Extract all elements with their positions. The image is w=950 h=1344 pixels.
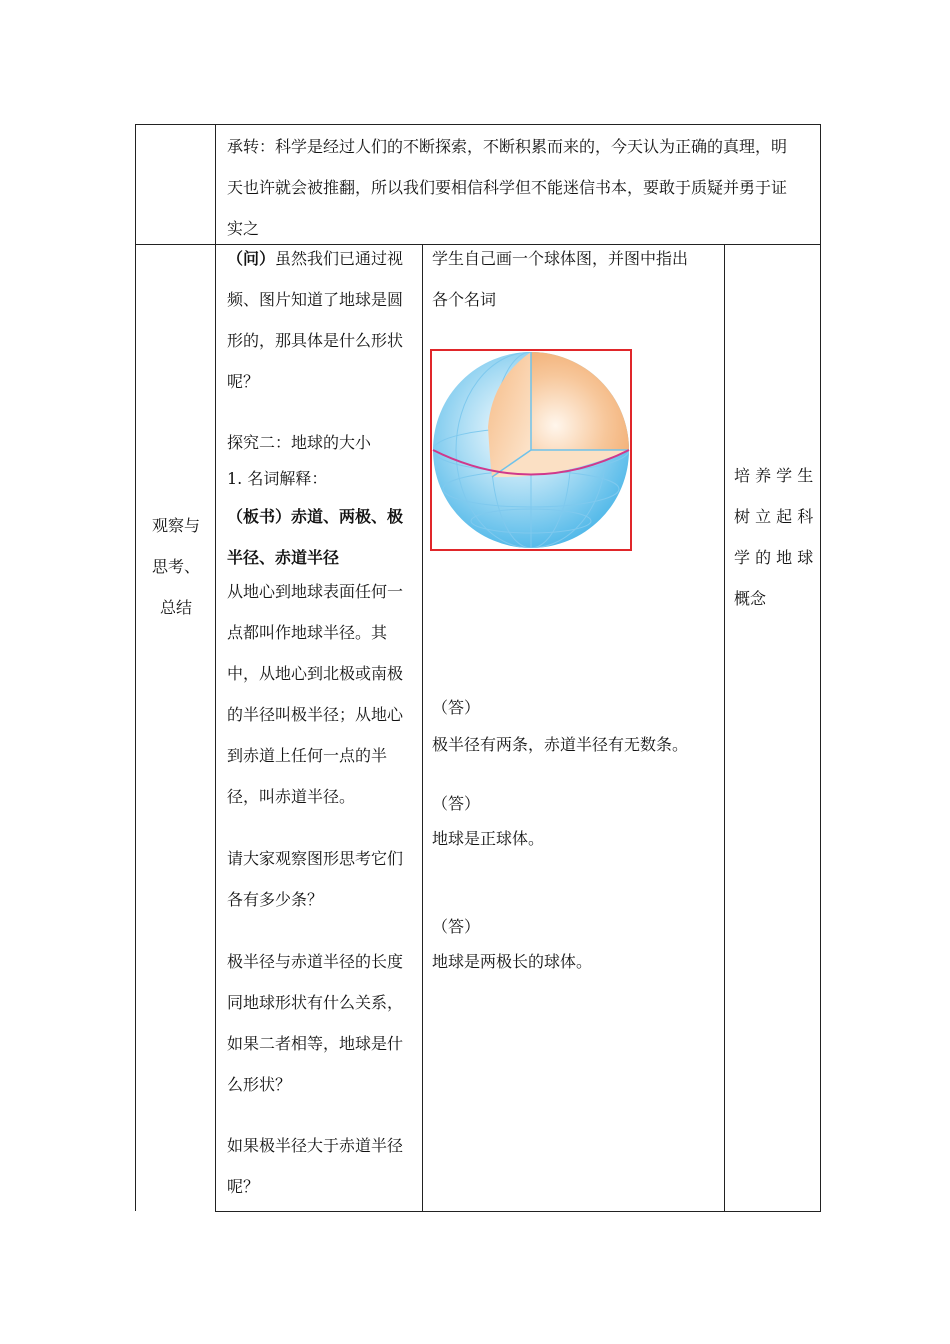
column-divider-3 [724, 244, 725, 1212]
table-top-border [135, 124, 821, 125]
answer-tag: （答） [432, 794, 481, 813]
transition-line: 科学是经过人们的不断探索，不断积累而来的，今天认为正确的真理，明 [275, 137, 788, 156]
board-line: 半径、赤道半径 [227, 548, 340, 567]
question-line: 虽然我们已通过视 [275, 249, 404, 268]
table-left-border [135, 124, 136, 1211]
question-tag: （问） [227, 249, 276, 268]
board-line: （板书）赤道、两极、极 [227, 507, 404, 526]
answer-text: 地球是正球体。 [432, 829, 545, 848]
purpose-line: 学 的 地 球 [734, 548, 814, 567]
purpose-line: 概念 [734, 589, 767, 608]
question-line: 如果极半径大于赤道半径 [227, 1136, 404, 1155]
question-line: 各有多少条？ [227, 890, 324, 909]
teacher-question-3 [227, 941, 419, 1105]
purpose-line: 培 养 学 生 [734, 466, 814, 485]
question-line: 频、图片知道了地球是圆 [227, 290, 404, 309]
design-purpose [734, 455, 816, 619]
explore-title: 探究二：地球的大小 [227, 433, 372, 452]
definition-line: 到赤道上任何一点的半 [227, 746, 388, 765]
section-label-line: 思考、 [151, 557, 200, 576]
answer-text: 地球是两极长的球体。 [432, 952, 593, 971]
section-label [140, 505, 212, 628]
task-line: 各个名词 [432, 290, 497, 309]
question-line: 呢？ [227, 1177, 260, 1196]
answer-3 [432, 906, 722, 982]
answer-tag: （答） [432, 917, 481, 936]
definition-line: 点都叫作地球半径。其 [227, 623, 388, 642]
answer-2 [432, 783, 722, 859]
question-line: 请大家观察图形思考它们 [227, 849, 404, 868]
definition-line: 径，叫赤道半径。 [227, 787, 356, 806]
board-terms [227, 496, 419, 578]
teacher-question-1 [227, 238, 419, 402]
question-line: 如果二者相等，地球是什 [227, 1034, 404, 1053]
question-line: 么形状？ [227, 1075, 292, 1094]
column-divider-1 [215, 124, 216, 1212]
sphere-cutaway-figure [430, 349, 632, 551]
transition-label: 承转： [227, 137, 276, 156]
answer-tag: （答） [432, 698, 481, 717]
answer-1 [432, 687, 722, 765]
purpose-line: 树 立 起 科 [734, 507, 814, 526]
table-right-border [820, 124, 821, 1212]
section-label-line: 总结 [159, 598, 192, 617]
definition-line: 中，从地心到北极或南极 [227, 664, 404, 683]
term-heading: 1. 名词解释： [227, 469, 328, 488]
answer-text: 极半径有两条，赤道半径有无数条。 [432, 735, 689, 754]
question-line: 形的，那具体是什么形状 [227, 331, 404, 350]
teacher-question-4 [227, 1125, 419, 1207]
teacher-question-2 [227, 838, 419, 920]
question-line: 极半径与赤道半径的长度 [227, 952, 404, 971]
transition-line: 天也许就会被推翻，所以我们要相信科学但不能迷信书本，要敢于质疑并勇于证 [227, 178, 788, 197]
column-divider-2 [422, 244, 423, 1212]
transition-line: 实之 [227, 219, 260, 238]
definition-line: 的半径叫极半径；从地心 [227, 705, 404, 724]
definition-line: 从地心到地球表面任何一 [227, 582, 404, 601]
table-bottom-border [215, 1211, 821, 1212]
question-line: 呢？ [227, 372, 260, 391]
radius-definition [227, 571, 419, 817]
task-line: 学生自己画一个球体图，并图中指出 [432, 249, 689, 268]
transition-paragraph [227, 126, 815, 249]
question-line: 同地球形状有什么关系， [227, 993, 404, 1012]
section-label-line: 观察与 [151, 516, 200, 535]
student-task [432, 238, 722, 320]
